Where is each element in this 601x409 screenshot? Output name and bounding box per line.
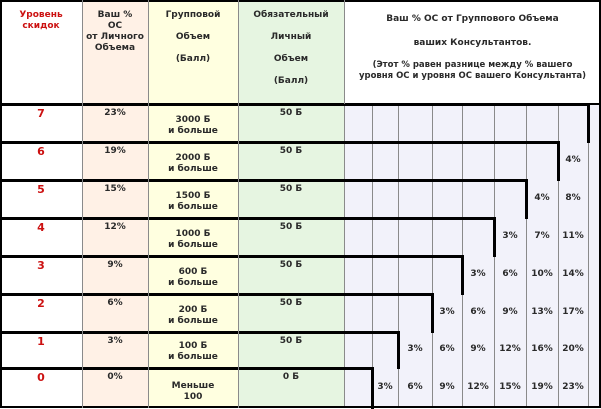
matrix-cell: 6% [470,307,486,317]
matrix-cell: 16% [531,344,553,354]
row-border-right [587,103,590,143]
matrix-cell: 3% [439,307,455,317]
row-required-pv: 50 Б [279,260,303,270]
matrix-cell: 17% [562,307,584,317]
matrix-cell: 3% [502,231,518,241]
row-border-top [0,141,559,144]
header-level-text: Уровень скидок [19,10,63,31]
row-group-volume: 3000 Б и больше [168,115,218,136]
matrix-cell: 6% [407,382,423,392]
matrix-cell: 23% [562,382,584,392]
table-border-left [0,0,2,408]
row-required-pv: 50 Б [279,146,303,156]
row-level: 2 [37,297,45,310]
matrix-cell: 12% [467,382,489,392]
header-diff-title: Ваш % ОС от Группового Объема [386,14,559,24]
row-personal-pct: 15% [104,184,126,194]
matrix-cell: 3% [470,269,486,279]
header-diff-sub: ваших Консультантов. [413,38,532,48]
header-required-pv-text: Обязательный Личный Объем (Балл) [253,10,329,86]
row-group-volume: Меньше 100 [171,381,215,402]
row-border-right [461,255,464,295]
row-personal-pct: 23% [104,108,126,118]
header-border-bottom [0,103,601,105]
row-border-top [0,255,463,258]
col-divider [82,0,83,408]
header-group-volume-text: Групповой Объем (Балл) [165,10,221,64]
row-level: 5 [37,183,45,196]
header-required-pv [238,0,344,104]
row-required-pv: 50 Б [279,108,303,118]
row-border-top [0,331,399,334]
row-border-right [493,217,496,257]
row-level: 0 [37,371,45,384]
header-group-volume [148,0,238,104]
row-border-right [557,141,560,181]
row-level: 6 [37,145,45,158]
matrix-cell: 9% [439,382,455,392]
row-required-pv: 50 Б [279,184,303,194]
col-divider [148,0,149,408]
row-level: 4 [37,221,45,234]
header-personal-pct-text: Ваш % ОС от Личного Объема [86,10,144,53]
row-border-right [525,179,528,219]
table-border-top [0,0,601,2]
matrix-cell: 9% [470,344,486,354]
row-group-volume: 2000 Б и больше [168,153,218,174]
matrix-cell: 3% [377,382,393,392]
row-required-pv: 50 Б [279,336,303,346]
matrix-cell: 20% [562,344,584,354]
matrix-grid-line [588,104,589,408]
matrix-cell: 14% [562,269,584,279]
row-border-right [371,367,374,409]
matrix-cell: 8% [565,193,581,203]
matrix-cell: 9% [502,307,518,317]
matrix-cell: 10% [531,269,553,279]
row-required-pv: 0 Б [282,372,300,382]
matrix-cell: 4% [565,155,581,165]
row-personal-pct: 6% [107,298,123,308]
matrix-cell: 6% [439,344,455,354]
row-group-volume: 600 Б и больше [168,267,218,288]
row-border-top [0,217,495,220]
row-group-volume: 100 Б и больше [168,341,218,362]
header-level [0,0,82,104]
row-group-volume: 200 Б и больше [168,305,218,326]
row-border-top [0,293,433,296]
row-group-volume: 1000 Б и больше [168,229,218,250]
matrix-cell: 3% [407,344,423,354]
row-personal-pct: 19% [104,146,126,156]
col-divider [238,0,239,408]
header-diff-note: (Этот % равен разнице между % вашего уровня ОС и уровня ОС вашего Консультанта) [358,60,587,81]
row-personal-pct: 3% [107,336,123,346]
row-group-volume: 1500 Б и больше [168,191,218,212]
matrix-cell: 12% [499,344,521,354]
row-level: 7 [37,107,45,120]
row-required-pv: 50 Б [279,222,303,232]
matrix-cell: 15% [499,382,521,392]
row-personal-pct: 12% [104,222,126,232]
row-border-right [397,331,400,369]
row-required-pv: 50 Б [279,298,303,308]
matrix-cell: 19% [531,382,553,392]
row-level: 3 [37,259,45,272]
row-border-top [0,179,527,182]
matrix-cell: 6% [502,269,518,279]
row-border-top [0,367,373,370]
matrix-cell: 13% [531,307,553,317]
matrix-cell: 11% [562,231,584,241]
col-divider [344,0,345,104]
matrix-grid-line [526,104,527,408]
row-border-right [431,293,434,333]
header-personal-pct [82,0,148,104]
matrix-cell: 7% [534,231,550,241]
matrix-cell: 4% [534,193,550,203]
row-personal-pct: 0% [107,372,123,382]
row-level: 1 [37,335,45,348]
row-personal-pct: 9% [107,260,123,270]
